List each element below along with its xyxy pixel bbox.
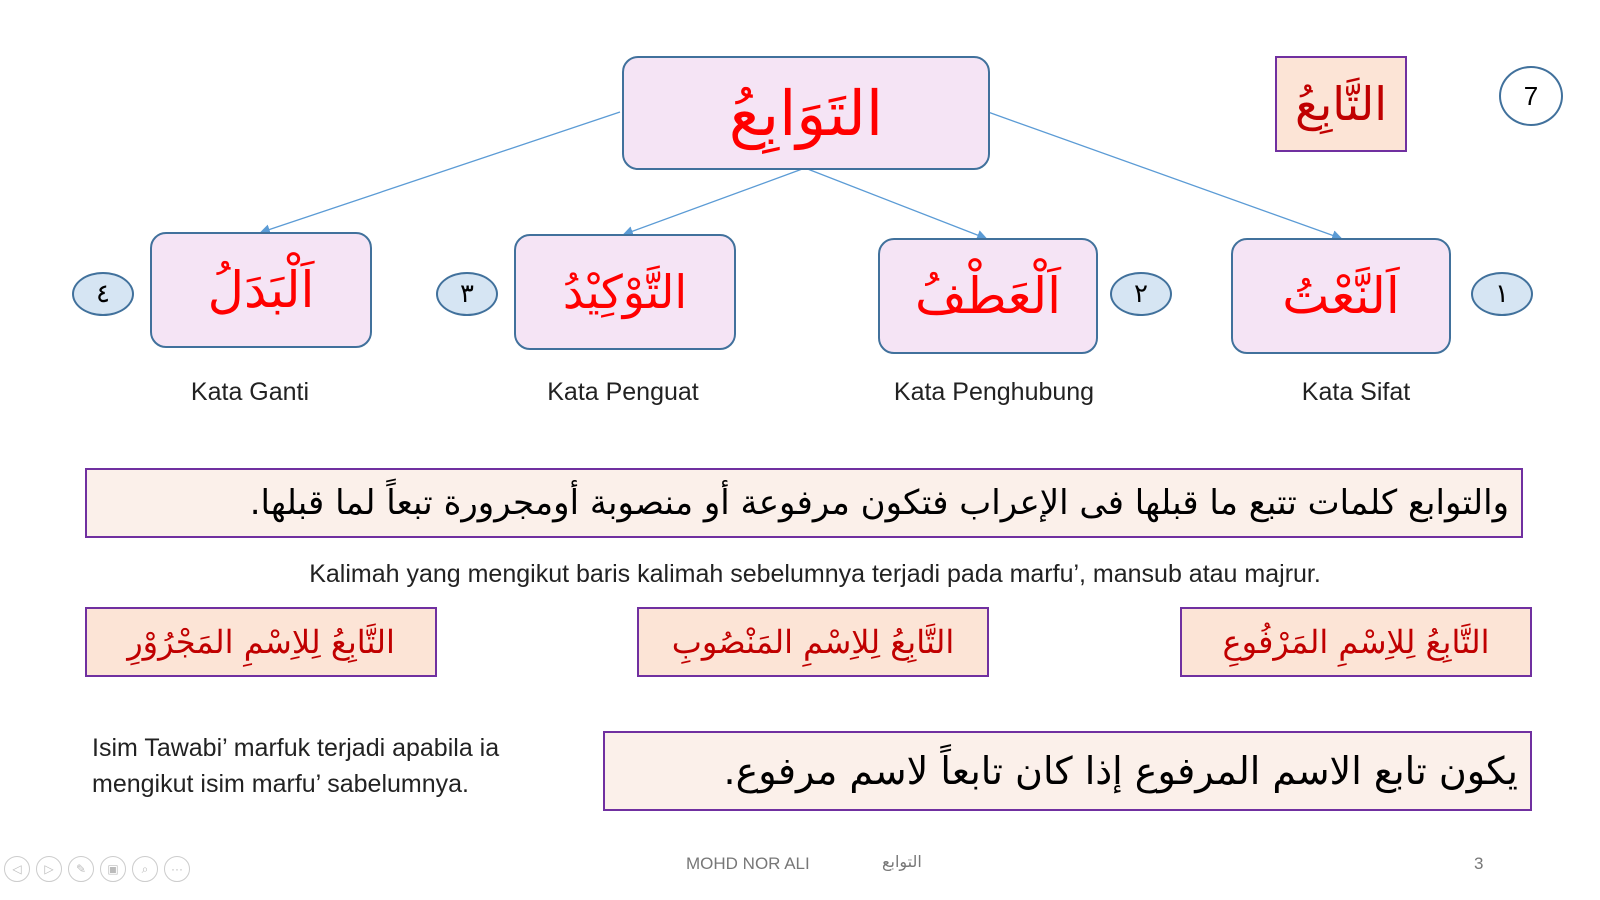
case-box-majrur <box>85 607 437 677</box>
number-badge <box>72 272 134 316</box>
number-text: ١ <box>1495 279 1509 309</box>
more-button[interactable]: ··· <box>164 856 190 882</box>
number-badge <box>1110 272 1172 316</box>
case-box-marfu <box>1180 607 1532 677</box>
type-arabic: اَلْعَطْفُ <box>914 267 1062 325</box>
singular-box <box>1275 56 1407 152</box>
next-slide-button[interactable]: ▷ <box>36 856 62 882</box>
title-text: التَوَابِعُ <box>728 76 884 150</box>
singular-text: التَّابِعُ <box>1295 77 1387 131</box>
type-box-badal <box>150 232 372 348</box>
type-box-naat <box>1231 238 1451 354</box>
case-text: التَّابِعُ لِلاِسْمِ المَرْفُوعِ <box>1222 623 1490 661</box>
slides-button[interactable]: ▣ <box>100 856 126 882</box>
type-label: Kata Ganti <box>190 378 310 406</box>
definition-arabic: والتوابع كلمات تتبع ما قبلها فى الإعراب فتكون مرفوعة أو منصوبة أومجرورة تبعاً لما قبلها. <box>249 483 1509 523</box>
type-label: Kata Penguat <box>547 378 699 406</box>
rule-arabic-box <box>603 731 1532 811</box>
rule-arabic: يكون تابع الاسم المرفوع إذا كان تابعاً لاسم مرفوع. <box>723 749 1518 793</box>
footer-topic: التوابع <box>882 854 922 871</box>
slide-badge-text: 7 <box>1523 80 1539 111</box>
number-text: ٣ <box>460 279 474 309</box>
slide-badge <box>1499 66 1563 126</box>
footer-page: 3 <box>1474 854 1484 873</box>
footer-author: MOHD NOR ALI <box>686 854 810 873</box>
prev-slide-button[interactable]: ◁ <box>4 856 30 882</box>
zoom-button[interactable]: ⌕ <box>132 856 158 882</box>
case-text: التَّابِعُ لِلاِسْمِ المَنْصُوبِ <box>671 623 955 661</box>
type-arabic: التَّوْكِيْدُ <box>562 265 688 319</box>
type-arabic: اَلْبَدَلُ <box>207 261 315 319</box>
case-text: التَّابِعُ لِلاِسْمِ المَجْرُوْرِ <box>127 623 395 661</box>
number-badge <box>436 272 498 316</box>
definition-malay: Kalimah yang mengikut baris kalimah sebelumnya terjadi pada marfu’, mansub atau majrur. <box>309 560 1321 588</box>
type-box-taukid <box>514 234 736 350</box>
title-box <box>622 56 990 170</box>
definition-arabic-box <box>85 468 1523 538</box>
type-box-atf <box>878 238 1098 354</box>
number-text: ٢ <box>1134 279 1148 309</box>
type-label: Kata Sifat <box>1301 378 1411 406</box>
number-text: ٤ <box>96 279 110 309</box>
type-label: Kata Penghubung <box>893 378 1095 406</box>
number-badge <box>1471 272 1533 316</box>
case-box-mansub <box>637 607 989 677</box>
type-arabic: اَلنَّعْتُ <box>1282 267 1400 325</box>
rule-malay: Isim Tawabi’ marfuk terjadi apabila ia mengikut isim marfu’ sabelumnya. <box>92 734 500 798</box>
pen-button[interactable]: ✎ <box>68 856 94 882</box>
